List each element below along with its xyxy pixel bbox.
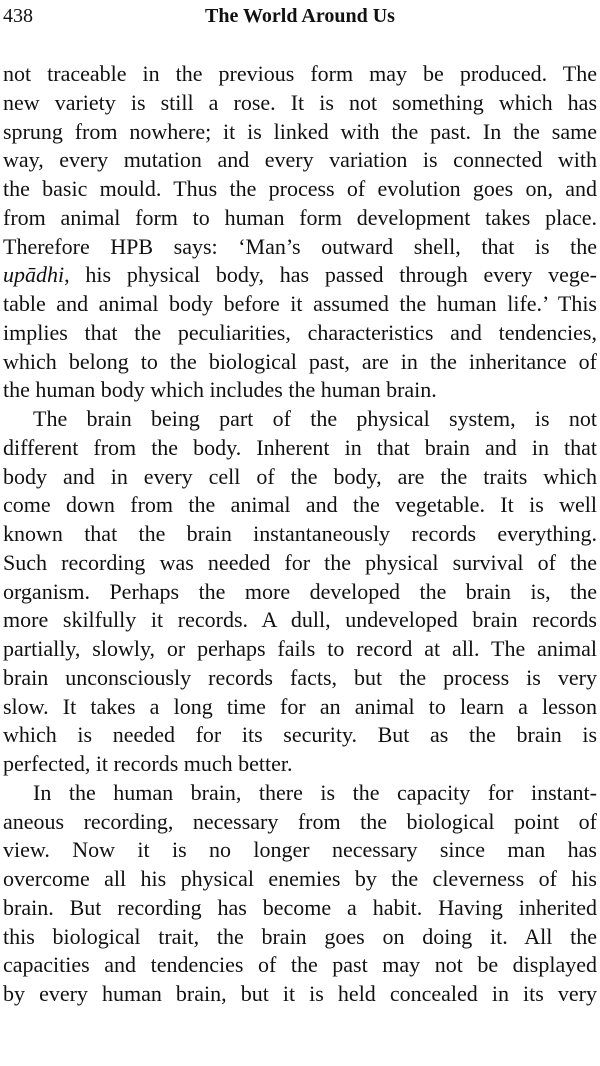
line-text: organism. Perhaps the more developed the brain is, the (3, 578, 597, 604)
text-line (3, 721, 597, 750)
text-line (3, 923, 597, 952)
text-line (3, 146, 597, 175)
text-line (3, 463, 597, 492)
running-title: The World Around Us (205, 5, 395, 27)
text-line (3, 836, 597, 865)
line-text: the basic mould. Thus the process of evolution goes on, and (3, 176, 597, 201)
text-line (3, 750, 597, 779)
body-text (3, 60, 597, 1009)
line-text: the human body which includes the human brain. (3, 377, 437, 403)
line-text: from animal form to human form development takes place. (3, 204, 597, 230)
line-text: view. Now it is no longer necessary since man has (3, 837, 597, 863)
line-text: brain. But recording has become a habit. Having inherited (3, 894, 597, 920)
paragraph (3, 60, 597, 405)
line-text: not traceable in the previous form may be produced. The (3, 61, 597, 86)
line-text: new variety is still a rose. It is not something which has (3, 89, 597, 115)
line-text: overcome all his physical enemies by the cleverness of his (3, 866, 597, 891)
line-text: body and in every cell of the body, are the traits which (3, 463, 597, 489)
line-text: slow. It takes a long time for an animal to learn a lesson (3, 693, 597, 719)
line-text: brain unconsciously records facts, but the process is very (3, 664, 597, 690)
text-line (3, 60, 597, 89)
line-text: Such recording was needed for the physical survival of the (3, 549, 597, 575)
text-line (3, 118, 597, 147)
text-line (3, 808, 597, 837)
text-line (3, 233, 597, 262)
text-line (3, 290, 597, 319)
text-line (3, 635, 597, 664)
line-text: implies that the peculiarities, characteristics and tendencies, (3, 319, 597, 345)
line-text: which is needed for its security. But as the brain is (3, 722, 597, 748)
line-text: by every human brain, but it is held concealed in its very (3, 981, 597, 1006)
line-text: way, every mutation and every variation is connected with (3, 147, 597, 173)
line-text: , his physical body, has passed through every vege- (64, 262, 597, 288)
line-text: more skilfully it records. A dull, undeveloped brain records (3, 607, 597, 633)
text-line (3, 348, 597, 377)
text-line (3, 980, 597, 1009)
text-line (3, 491, 597, 520)
page-number: 438 (3, 5, 33, 27)
line-text: perfected, it records much better. (3, 751, 293, 776)
text-line (3, 549, 597, 578)
text-line (3, 894, 597, 923)
line-text: table and animal body before it assumed the human life.’ This (3, 291, 597, 316)
line-text: sprung from nowhere; it is linked with the past. In the same (3, 118, 597, 144)
line-text: this biological trait, the brain goes on doing it. All the (3, 923, 597, 949)
line-text: The brain being part of the physical system, is not (33, 406, 597, 431)
text-line (3, 606, 597, 635)
line-text: different from the body. Inherent in that brain and in that (3, 434, 597, 460)
line-text: In the human brain, there is the capacity for instant- (33, 779, 597, 805)
italic-term: upādhi (3, 262, 65, 288)
text-line (3, 204, 597, 233)
text-line (3, 405, 597, 434)
line-text: partially, slowly, or perhaps fails to record at all. The animal (3, 636, 597, 661)
line-text: known that the brain instantaneously records everything. (3, 521, 597, 546)
text-line (3, 376, 597, 405)
page-header (3, 2, 597, 32)
text-line (3, 578, 597, 607)
line-text: capacities and tendencies of the past may not be displayed (3, 952, 597, 978)
text-line (3, 434, 597, 463)
text-line (3, 261, 597, 290)
paragraph (3, 779, 597, 1009)
text-line (3, 520, 597, 549)
line-text: which belong to the biological past, are in the inheritance of (3, 348, 597, 374)
text-line (3, 175, 597, 204)
text-line (3, 319, 597, 348)
text-line (3, 693, 597, 722)
text-line (3, 865, 597, 894)
text-line (3, 951, 597, 980)
line-text: aneous recording, necessary from the biological point of (3, 808, 597, 834)
text-line (3, 664, 597, 693)
line-text: Therefore HPB says: ‘Man’s outward shell, that is the (3, 233, 597, 259)
paragraph (3, 405, 597, 779)
text-line (3, 779, 597, 808)
line-text: come down from the animal and the vegetable. It is well (3, 492, 597, 518)
text-line (3, 89, 597, 118)
